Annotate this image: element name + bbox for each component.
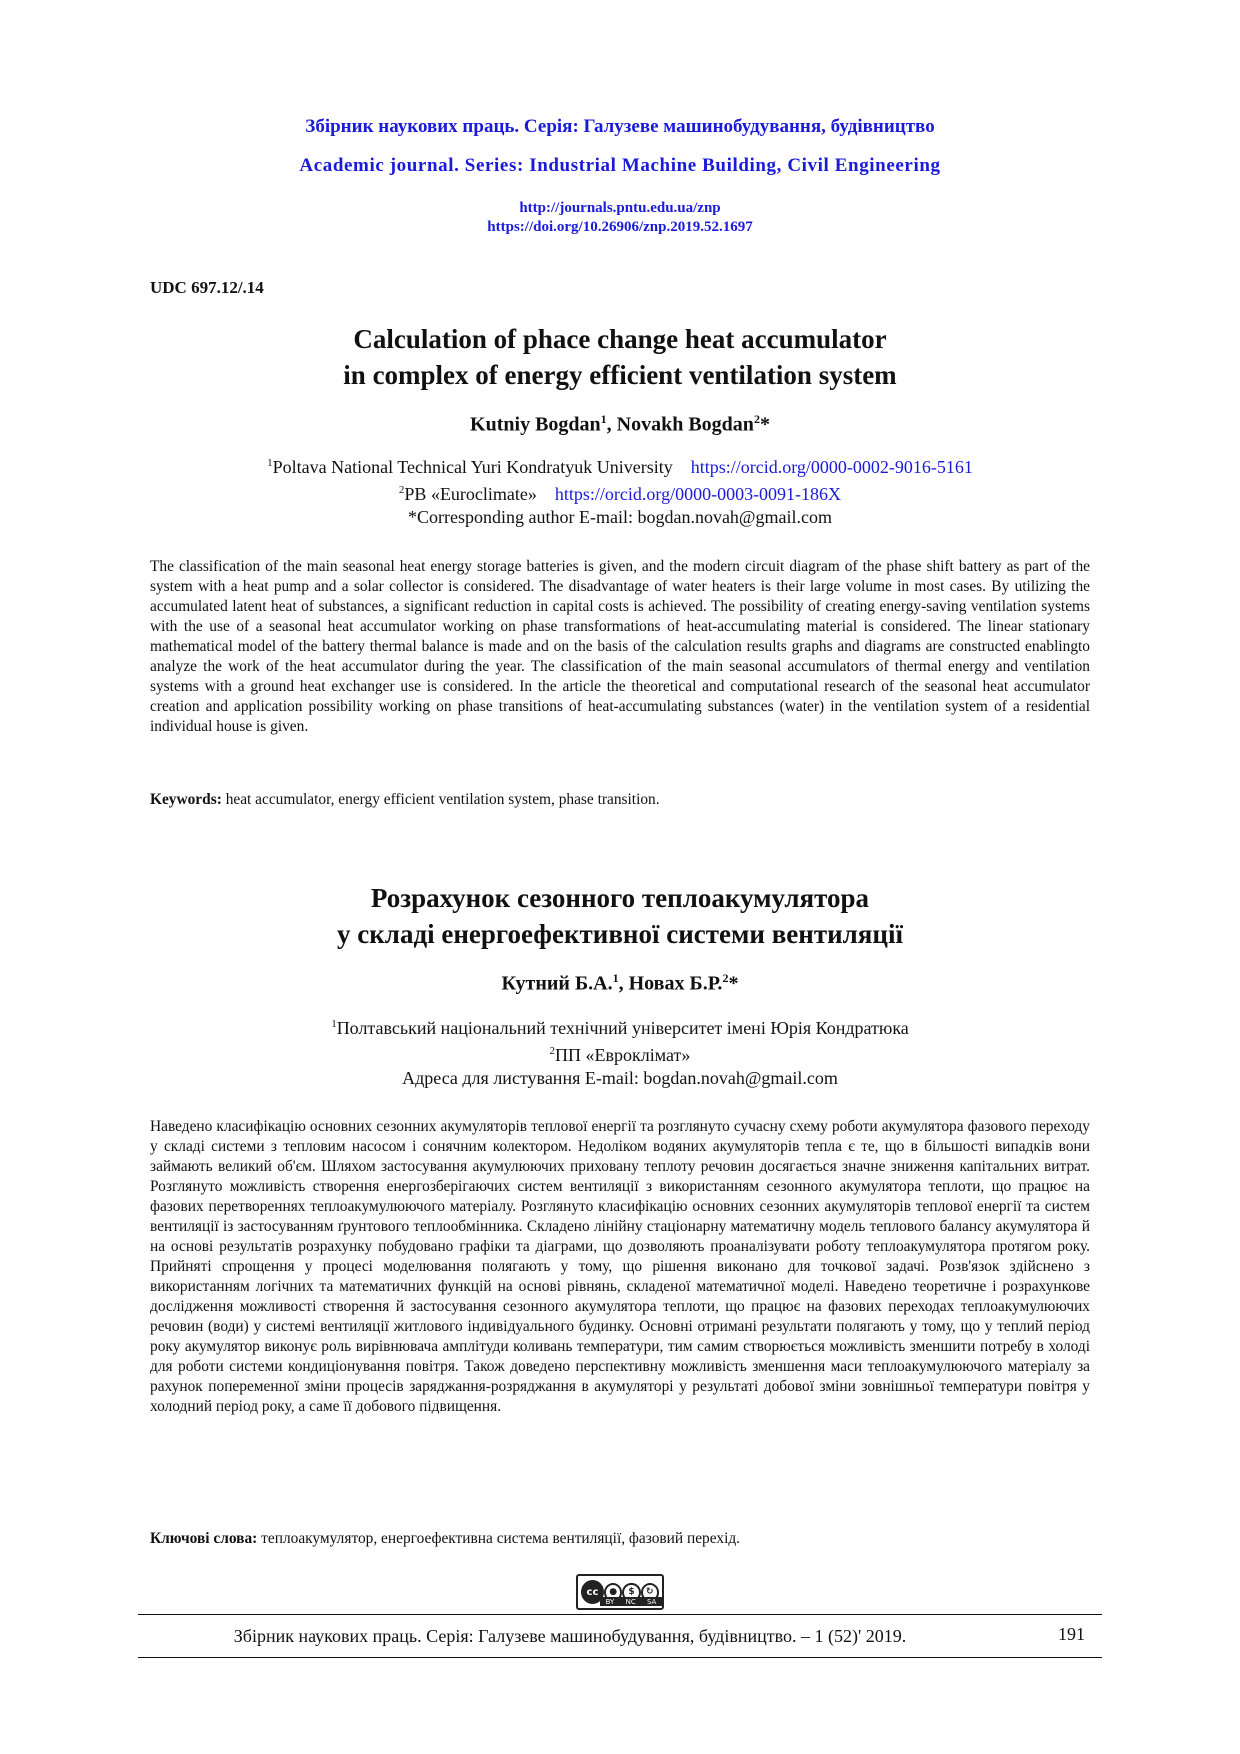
authors-en	[150, 412, 1090, 437]
abstract-en: The classification of the main seasonal heat energy storage batteries is given, and the modern circuit diagram of the phase shift battery as part of the system with a heat pump and a solar collector is considered. The disadvantage of water heaters is their large volume in most cases. By utilizing the accumulated latent heat of substances, a significant reduction in capital costs is achieved. The possibility of creating energy-saving ventilation systems with the use of a seasonal heat accumulator working on phase transformations of heat-accumulating material is considered. The linear stationary mathematical model of the battery thermal balance is made and on the basis of the calculation results graphs and diagrams are constructed enablingto analyze the work of the heat accumulator during the year. The classification of the main seasonal accumulators of thermal energy and ventilation systems with a ground heat exchanger use is considered. In the article the theoretical and computational research of the seasonal heat accumulator creation and application possibility working on phase transitions of heat-accumulating substances (water) in the ventilation system of a residential individual house is given.	[150, 558, 1090, 735]
noncommercial-icon: $	[622, 1583, 640, 1602]
cc-sa-label: SA	[646, 1597, 657, 1606]
title-en-line2: in complex of energy efficient ventilation system	[343, 360, 897, 390]
author-en-1-sup: 1	[600, 412, 607, 426]
affil-ua-2	[150, 1040, 1090, 1067]
keywords-en-label: Keywords:	[150, 791, 222, 808]
keywords-en-text: heat accumulator, energy efficient ventilation system, phase transition.	[225, 791, 660, 808]
keywords-ua-label: Ключові слова:	[150, 1530, 258, 1547]
sharealike-icon: ↻	[641, 1583, 659, 1602]
author-en-2: Novakh Bogdan	[616, 413, 754, 436]
keywords-ua-text: теплоакумулятор, енергоефективна система вентиляції, фазовий перехід.	[261, 1530, 741, 1547]
journal-url-link[interactable]: http://journals.pntu.edu.ua/znp	[519, 200, 721, 216]
affil-ua-1	[150, 1013, 1090, 1040]
journal-title-en: Academic journal. Series: Industrial Machine Building, Civil Engineering	[299, 155, 941, 176]
udc-code: UDC 697.12/.14	[150, 278, 264, 297]
page-number: 191	[1058, 1624, 1085, 1644]
affil-ua-2-sup: 2	[549, 1045, 556, 1057]
affil-ua-1-sup: 1	[331, 1018, 337, 1030]
cc-terms-bar	[600, 1597, 662, 1606]
authors-ua	[150, 971, 1090, 996]
affil-en-1-name: Poltava National Technical Yuri Kondratyuk University	[272, 457, 673, 477]
author-en-2-mark: *	[759, 413, 770, 436]
footer-rule-bottom	[138, 1657, 1102, 1658]
cc-icon: cc	[581, 1580, 604, 1604]
cc-license-badge[interactable]	[576, 1574, 664, 1610]
author-ua-2: Новах Б.Р.	[628, 972, 723, 995]
author-en-2-sup: 2	[753, 412, 760, 426]
orcid-link-2[interactable]: https://orcid.org/0000-0003-0091-186X	[554, 484, 842, 504]
author-ua-2-sup: 2	[722, 971, 729, 985]
title-en-line1: Calculation of phace change heat accumulator	[353, 324, 887, 354]
title-ua-line2: у складі енергоефективної системи вентиляції	[337, 919, 903, 949]
affil-en-1	[150, 452, 1090, 479]
author-en-sep: ,	[606, 413, 617, 436]
author-ua-1-sup: 1	[612, 971, 619, 985]
cc-by-label: BY	[605, 1597, 615, 1606]
title-ua	[150, 880, 1090, 952]
affil-en-2-sup: 2	[398, 484, 405, 496]
affil-ua-2-name: ПП «Евроклімат»	[555, 1045, 691, 1065]
orcid-link-1[interactable]: https://orcid.org/0000-0002-9016-5161	[690, 457, 973, 477]
corresponding-ua: Адреса для листування E-mail: bogdan.novah@gmail.com	[402, 1068, 838, 1088]
author-ua-1: Кутний Б.А.	[501, 972, 613, 995]
footer-citation: Збірник наукових праць. Серія: Галузеве машинобудування, будівництво. – 1 (52)' 2019.	[233, 1626, 907, 1646]
abstract-ua: Наведено класифікацію основних сезонних акумуляторів теплової енергії та розглянуто сучасну схему роботи акумулятора фазового переходу у складі системи з тепловим насосом і сонячним колектором. Недоліком водяних акумуляторів тепла є те, що в більшості випадків вони займають великий об'єм. Шляхом застосування акумулюючих приховану теплоту речовин досягається значне зниження капітальних витрат. Розглянуто можливість створення енергозберігаючих систем вентиляції з використанням сезонного акумулятора теплоти, що працює на фазових перетвореннях теплоакумулюючого матеріалу. Розглянуто класифікацію основних сезонних акумуляторів теплової енергії та систем вентиляції із застосуванням ґрунтового теплообмінника. Складено лінійну стаціонарну математичну модель теплового балансу акумулятора й на основі результатів розрахунку побудовано графіки та діаграми, що дозволяють проаналізувати роботу теплоакумулятора протягом року. Прийняті спрощення у процесі моделювання полягають у тому, що рішення виконано для точкової задачі. Розв'язок здійснено з використанням логічних та математичних функцій на основі рівнянь, складеної математичної моделі. Наведено теоретичне і розрахункове дослідження можливості створення й застосування сезонного акумулятора теплоти, що працює на фазових переходах теплоакумулюючих речовин (води) у системі вентиляції житлового індивідуального будинку. Основні отримані результати полягають у тому, що у теплий період року акумулятор виконує роль вирівнювача амплітуди коливань температури, тим самим створюється можливість зменшити потребу в холоді для роботи системи кондиціонування повітря. Також доведено перспективну можливість зменшення маси теплоакумулюючого матеріалу за рахунок попеременної зміни процесів заряджання-розряджання в акумуляторі у результаті добової зміни зовнішньої температури повітря у холодний період року, а саме її добового підвищення.	[150, 1118, 1090, 1415]
affiliations-en	[150, 452, 1090, 529]
keywords-ua	[150, 1530, 1090, 1548]
title-ua-line1: Розрахунок сезонного теплоакумулятора	[370, 883, 870, 913]
journal-links	[150, 199, 1090, 237]
author-en-1: Kutniy Bogdan	[470, 413, 601, 436]
author-ua-2-mark: *	[728, 972, 739, 995]
attribution-icon: ●	[604, 1583, 622, 1602]
cc-nc-label: NC	[625, 1597, 636, 1606]
affil-en-2	[150, 479, 1090, 506]
affil-ua-1-name: Полтавський національний технічний університет імені Юрія Кондратюка	[336, 1018, 909, 1038]
footer-rule-top	[138, 1614, 1102, 1615]
affil-en-1-sup: 1	[267, 457, 273, 469]
affil-en-2-name: PB «Euroclimate»	[404, 484, 537, 504]
author-ua-sep: ,	[618, 972, 629, 995]
journal-title-ua: Збірник наукових праць. Серія: Галузеве машинобудування, будівництво	[305, 116, 935, 137]
corresponding-en: *Corresponding author E-mail: bogdan.novah@gmail.com	[408, 507, 832, 527]
affiliations-ua	[150, 1013, 1090, 1090]
doi-link[interactable]: https://doi.org/10.26906/znp.2019.52.1697	[487, 219, 753, 235]
keywords-en	[150, 791, 1090, 809]
title-en	[150, 321, 1090, 393]
